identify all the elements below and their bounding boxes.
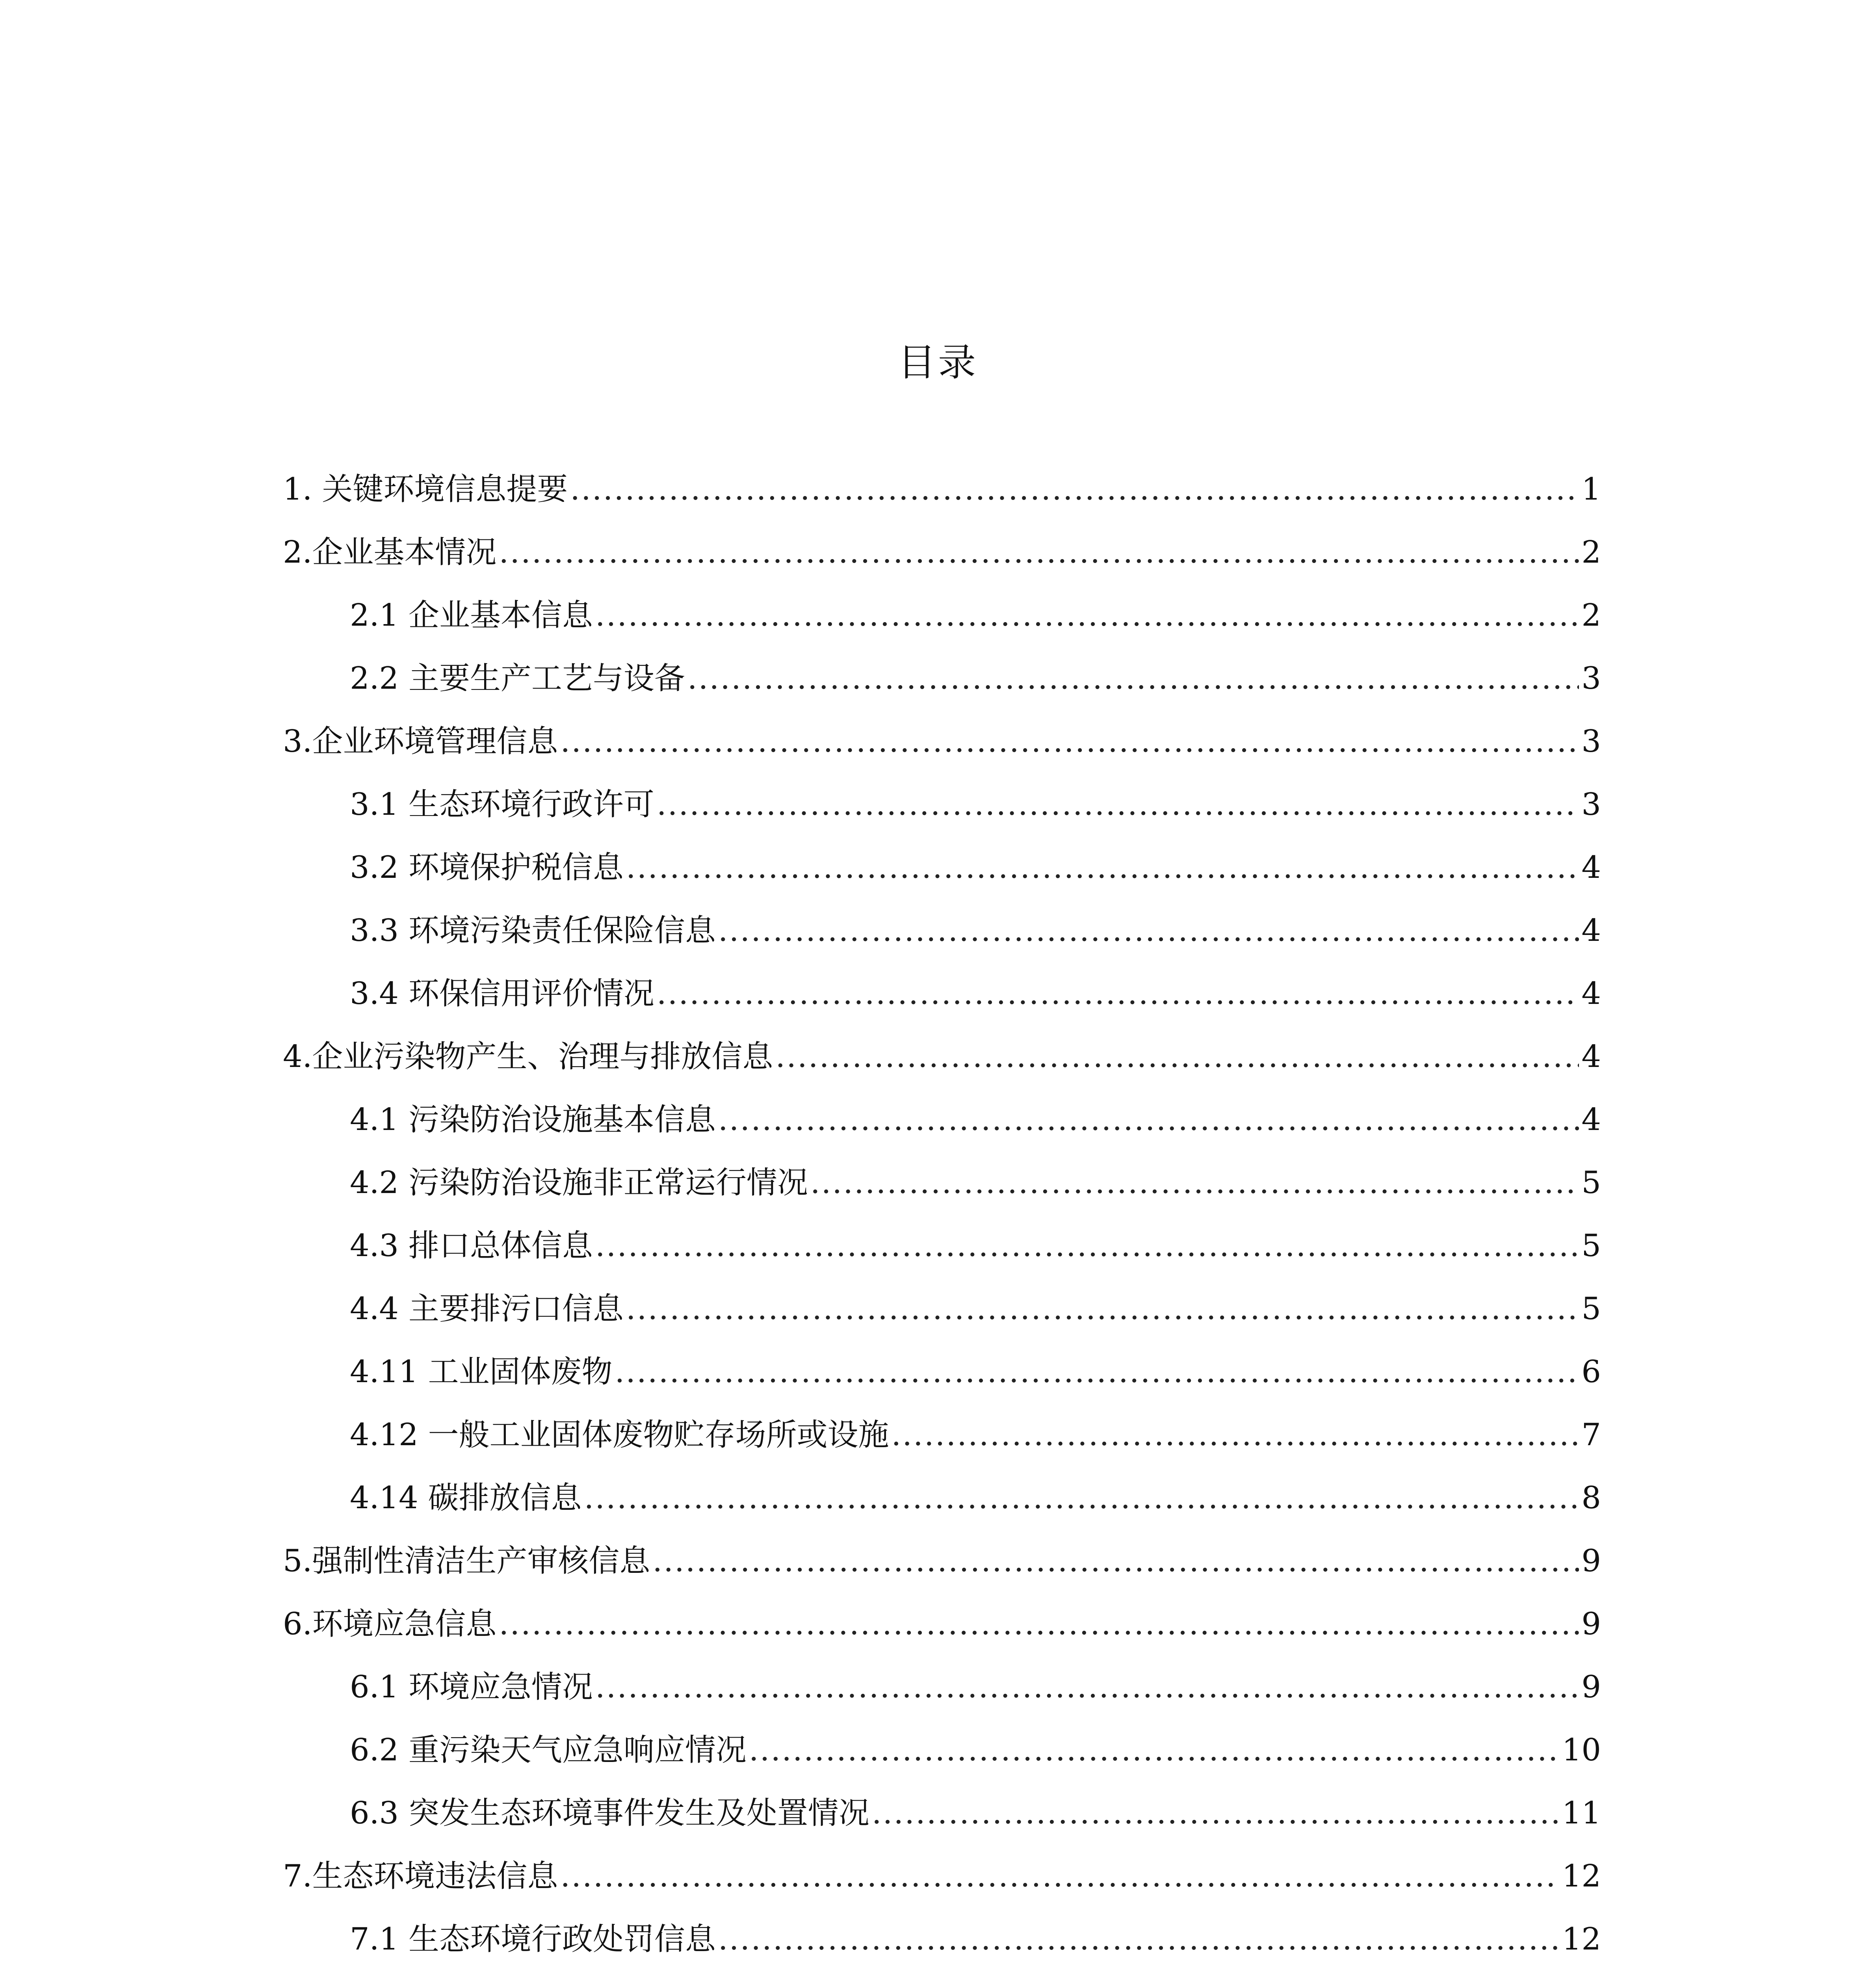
toc-page-number: 7	[1581, 1417, 1601, 1453]
toc-entry[interactable]	[283, 1530, 1601, 1593]
toc-entry-label: 4.14 碳排放信息	[350, 1480, 582, 1516]
toc-page-number: 4	[1581, 850, 1601, 885]
toc-page-number: 12	[1562, 1922, 1601, 1957]
toc-dot-leader	[560, 710, 1579, 773]
toc-dot-leader	[499, 1593, 1579, 1656]
table-of-contents	[283, 458, 1601, 1970]
toc-dot-leader	[657, 962, 1579, 1025]
toc-entry-label: 4.11 工业固体废物	[350, 1354, 613, 1390]
toc-page-number: 12	[1562, 1858, 1601, 1894]
toc-entry[interactable]	[283, 521, 1601, 584]
toc-page-number: 10	[1562, 1732, 1601, 1768]
toc-entry-label: 3.3 环境污染责任保险信息	[350, 913, 716, 948]
toc-entry-label: 3.4 环保信用评价情况	[350, 976, 654, 1011]
toc-entry-label: 7.生态环境违法信息	[283, 1858, 558, 1894]
toc-entry-label: 6.2 重污染天气应急响应情况	[350, 1732, 747, 1768]
toc-entry-label: 4.12 一般工业固体废物贮存场所或设施	[350, 1417, 889, 1453]
toc-dot-leader	[718, 899, 1579, 962]
toc-entry-label: 6.1 环境应急情况	[350, 1669, 593, 1705]
toc-entry[interactable]	[283, 1088, 1601, 1151]
toc-dot-leader	[595, 584, 1579, 647]
toc-dot-leader	[891, 1403, 1579, 1466]
toc-page-number: 9	[1581, 1669, 1601, 1705]
toc-dot-leader	[810, 1151, 1579, 1214]
toc-entry-label: 2.企业基本情况	[283, 535, 497, 570]
toc-entry[interactable]	[283, 836, 1601, 899]
toc-page-number: 5	[1581, 1228, 1601, 1264]
toc-entry[interactable]	[283, 1277, 1601, 1340]
toc-entry[interactable]	[283, 1656, 1601, 1719]
toc-page-number: 2	[1581, 535, 1601, 570]
toc-page-number: 4	[1581, 1102, 1601, 1137]
toc-dot-leader	[775, 1025, 1579, 1088]
toc-dot-leader	[872, 1782, 1560, 1845]
toc-entry-label: 1. 关键环境信息提要	[283, 472, 568, 507]
toc-entry-label: 2.2 主要生产工艺与设备	[350, 661, 685, 696]
toc-entry-label: 3.1 生态环境行政许可	[350, 787, 654, 822]
toc-dot-leader	[584, 1466, 1579, 1530]
toc-entry[interactable]	[283, 773, 1601, 836]
toc-entry[interactable]	[283, 584, 1601, 647]
toc-entry[interactable]	[283, 647, 1601, 710]
toc-dot-leader	[718, 1088, 1579, 1151]
toc-entry-label: 3.企业环境管理信息	[283, 724, 558, 759]
toc-entry-label: 2.1 企业基本信息	[350, 598, 593, 633]
toc-entry[interactable]	[283, 1845, 1601, 1908]
toc-entry-label: 6.3 突发生态环境事件发生及处置情况	[350, 1795, 869, 1831]
toc-entry[interactable]	[283, 1025, 1601, 1088]
toc-page-number: 2	[1581, 598, 1601, 633]
toc-entry[interactable]	[283, 1593, 1601, 1656]
toc-dot-leader	[718, 1908, 1560, 1970]
toc-entry-label: 6.环境应急信息	[283, 1606, 497, 1642]
toc-page-number: 3	[1581, 787, 1601, 822]
toc-entry-label: 4.2 污染防治设施非正常运行情况	[350, 1165, 808, 1201]
toc-entry[interactable]	[283, 1151, 1601, 1214]
toc-page-number: 1	[1581, 472, 1601, 507]
toc-dot-leader	[560, 1845, 1559, 1908]
toc-dot-leader	[570, 458, 1579, 521]
toc-entry[interactable]	[283, 1403, 1601, 1466]
toc-title: 目录	[898, 340, 978, 385]
toc-page-number: 5	[1581, 1165, 1601, 1201]
toc-entry[interactable]	[283, 1908, 1601, 1970]
toc-dot-leader	[595, 1214, 1579, 1277]
toc-entry-label: 7.1 生态环境行政处罚信息	[350, 1922, 716, 1957]
toc-page-number: 11	[1562, 1795, 1601, 1831]
toc-entry[interactable]	[283, 458, 1601, 521]
toc-entry[interactable]	[283, 899, 1601, 962]
toc-entry-label: 4.1 污染防治设施基本信息	[350, 1102, 716, 1137]
toc-dot-leader	[595, 1656, 1579, 1719]
toc-dot-leader	[626, 836, 1579, 899]
toc-page-number: 3	[1581, 724, 1601, 759]
toc-page-number: 4	[1581, 976, 1601, 1011]
toc-entry[interactable]	[283, 710, 1601, 773]
toc-page-number: 9	[1581, 1606, 1601, 1642]
toc-entry-label: 3.2 环境保护税信息	[350, 850, 624, 885]
toc-page-number: 3	[1581, 661, 1601, 696]
toc-entry[interactable]	[283, 1719, 1601, 1782]
toc-entry-label: 4.企业污染物产生、治理与排放信息	[283, 1039, 773, 1074]
toc-page-number: 4	[1581, 913, 1601, 948]
toc-entry-label: 4.4 主要排污口信息	[350, 1291, 624, 1327]
toc-page-number: 8	[1581, 1480, 1601, 1516]
toc-dot-leader	[657, 773, 1579, 836]
toc-entry[interactable]	[283, 1340, 1601, 1403]
toc-entry[interactable]	[283, 1214, 1601, 1277]
toc-dot-leader	[749, 1719, 1560, 1782]
toc-page-number: 6	[1581, 1354, 1601, 1390]
toc-dot-leader	[615, 1340, 1579, 1403]
toc-entry-label: 5.强制性清洁生产审核信息	[283, 1543, 650, 1579]
toc-page-number: 5	[1581, 1291, 1601, 1327]
toc-page-number: 4	[1581, 1039, 1601, 1074]
toc-entry-label: 4.3 排口总体信息	[350, 1228, 593, 1264]
toc-dot-leader	[652, 1530, 1579, 1593]
toc-entry[interactable]	[283, 962, 1601, 1025]
toc-entry[interactable]	[283, 1782, 1601, 1845]
toc-page-number: 9	[1581, 1543, 1601, 1579]
toc-dot-leader	[687, 647, 1579, 710]
toc-entry[interactable]	[283, 1466, 1601, 1530]
toc-dot-leader	[499, 521, 1579, 584]
toc-dot-leader	[626, 1277, 1579, 1340]
